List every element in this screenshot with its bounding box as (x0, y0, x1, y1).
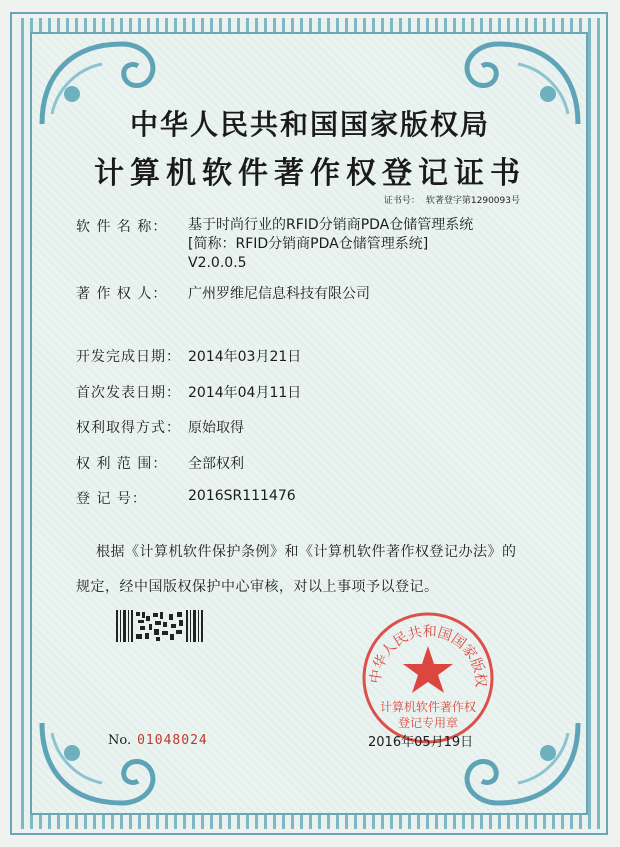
registration-number-field (76, 488, 296, 508)
software-short-name-line: [简称：RFID分销商PDA仓储管理系统] (188, 236, 429, 252)
copyright-owner-field (76, 283, 370, 303)
seal-line-2: 登记专用章 (397, 716, 458, 730)
serial-number-label: No. (108, 733, 132, 748)
seal-line-1: 计算机软件著作权 (379, 700, 476, 714)
statement-line-1: 根据《计算机软件保护条例》和《计算机软件著作权登记办法》的 (96, 544, 517, 560)
rights-scope-field (76, 453, 244, 473)
acquisition-field (76, 417, 244, 437)
rights-scope-value: 全部权利 (188, 456, 244, 472)
seal-ring-text: 中华人民共和国国家版权 (367, 623, 489, 688)
software-version-line: V2.0.0.5 (188, 255, 247, 271)
dev-date-field (76, 346, 301, 366)
software-name-field (76, 216, 473, 273)
statement-line-2: 规定，经中国版权保护中心审核，对以上事项予以登记。 (76, 579, 439, 595)
issuing-authority: 中华人民共和国国家版权局 (129, 108, 490, 141)
dev-date-value: 2014年03月21日 (188, 349, 302, 365)
certificate-number-label: 证书号： (383, 196, 420, 206)
copyright-owner-value: 广州罗维尼信息科技有限公司 (188, 286, 370, 302)
rights-scope-label: 权 利 范 围： (76, 456, 168, 472)
registration-number-label: 登 记 号： (76, 491, 147, 507)
dev-date-label: 开发完成日期： (76, 349, 181, 365)
publish-date-label: 首次发表日期： (76, 385, 181, 401)
certificate-title: 计算机软件著作权登记证书 (94, 156, 526, 191)
qr-barcode (116, 610, 206, 642)
software-name-line: 基于时尚行业的RFID分销商PDA仓储管理系统 (188, 217, 474, 233)
certificate-number (384, 193, 520, 206)
registration-number-value: 2016SR111476 (188, 488, 296, 504)
serial-number-value: 01048024 (137, 733, 208, 748)
acquisition-value: 原始取得 (188, 420, 244, 436)
certificate-number-value: 软著登字第1290093号 (425, 196, 520, 206)
issue-date: 2016年05月19日 (368, 735, 474, 750)
acquisition-label: 权利取得方式： (76, 420, 181, 436)
publish-date-field (76, 382, 301, 402)
corner-ornament (32, 713, 172, 813)
software-name-value (188, 216, 473, 273)
software-name-label: 软 件 名 称： (76, 219, 168, 235)
copyright-owner-label: 著 作 权 人： (76, 286, 168, 302)
publish-date-value: 2014年04月11日 (188, 385, 302, 401)
serial-number (108, 733, 208, 748)
